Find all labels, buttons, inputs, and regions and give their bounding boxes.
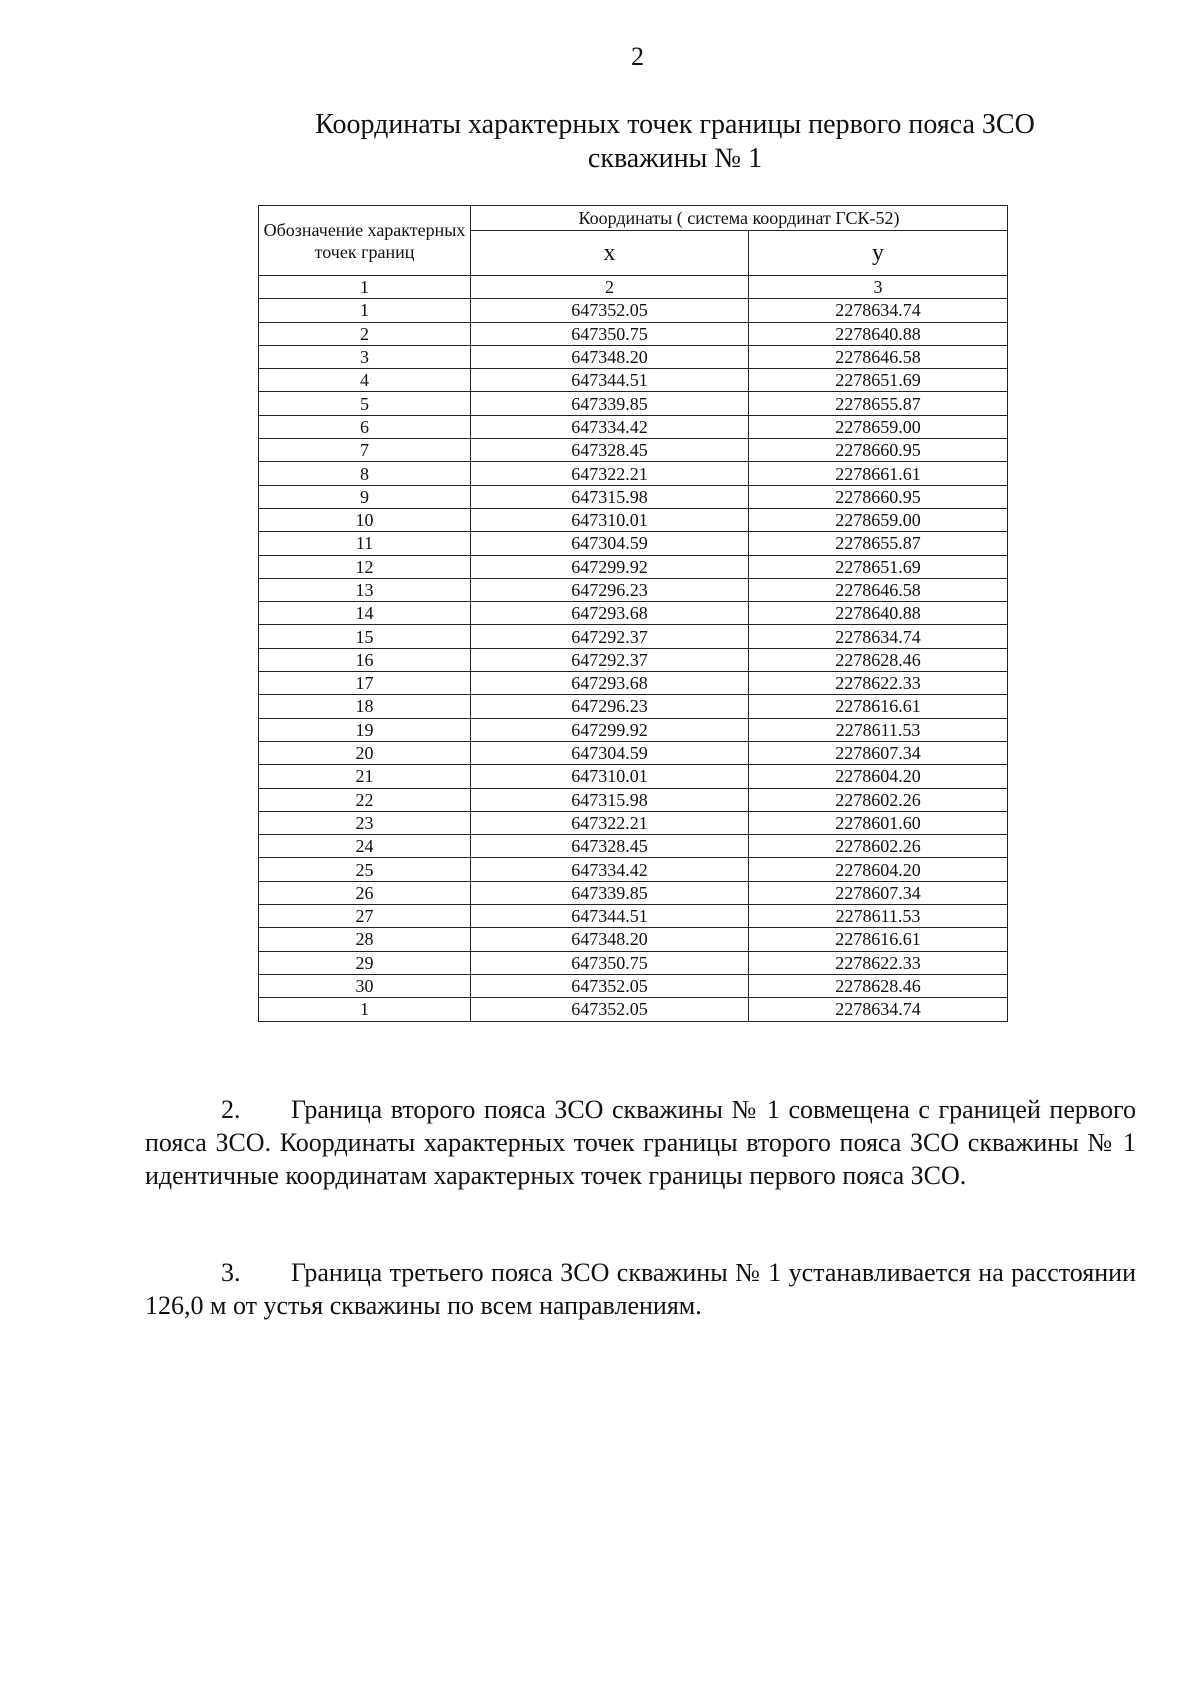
y-coordinate-cell: 2278602.26	[749, 835, 1008, 858]
table-row	[259, 602, 1008, 625]
point-number-cell: 12	[259, 555, 471, 578]
y-coordinate-cell: 2278655.87	[749, 532, 1008, 555]
x-coordinate-cell: 647304.59	[471, 532, 749, 555]
point-number-cell: 23	[259, 811, 471, 834]
x-coordinate-cell: 647292.37	[471, 625, 749, 648]
table-row	[259, 974, 1008, 997]
y-coordinate-cell: 2278640.88	[749, 602, 1008, 625]
y-coordinate-cell: 2278604.20	[749, 765, 1008, 788]
table-row	[259, 741, 1008, 764]
page-title	[280, 108, 1070, 176]
y-coordinate-cell: 2278628.46	[749, 974, 1008, 997]
x-coordinate-cell: 647352.05	[471, 998, 749, 1021]
title-line-1: Координаты характерных точек границы первого пояса ЗСО	[315, 109, 1035, 140]
point-number-cell: 4	[259, 369, 471, 392]
y-coordinate-cell: 2278611.53	[749, 905, 1008, 928]
x-coordinate-cell: 647315.98	[471, 485, 749, 508]
point-number-cell: 13	[259, 578, 471, 601]
table-row	[259, 555, 1008, 578]
table-row	[259, 928, 1008, 951]
x-coordinate-cell: 647348.20	[471, 345, 749, 368]
x-coordinate-cell: 647339.85	[471, 881, 749, 904]
point-number-cell: 27	[259, 905, 471, 928]
paragraph-2	[145, 1093, 1136, 1192]
header-coordinates: Координаты ( система координат ГСК-52)	[471, 206, 1008, 231]
point-number-cell: 19	[259, 718, 471, 741]
point-number-cell: 28	[259, 928, 471, 951]
x-coordinate-cell: 647296.23	[471, 578, 749, 601]
header-x: x	[471, 231, 749, 276]
x-coordinate-cell: 647310.01	[471, 508, 749, 531]
header-point-designation: Обозначение характерных точек границ	[259, 206, 471, 276]
table-row	[259, 835, 1008, 858]
column-number: 3	[749, 276, 1008, 299]
y-coordinate-cell: 2278651.69	[749, 555, 1008, 578]
table-row	[259, 532, 1008, 555]
point-number-cell: 25	[259, 858, 471, 881]
y-coordinate-cell: 2278622.33	[749, 951, 1008, 974]
point-number-cell: 6	[259, 415, 471, 438]
x-coordinate-cell: 647344.51	[471, 905, 749, 928]
y-coordinate-cell: 2278634.74	[749, 625, 1008, 648]
y-coordinate-cell: 2278616.61	[749, 928, 1008, 951]
point-number-cell: 20	[259, 741, 471, 764]
y-coordinate-cell: 2278659.00	[749, 508, 1008, 531]
x-coordinate-cell: 647328.45	[471, 439, 749, 462]
x-coordinate-cell: 647334.42	[471, 858, 749, 881]
point-number-cell: 10	[259, 508, 471, 531]
paragraph-3	[145, 1256, 1136, 1322]
table-row	[259, 345, 1008, 368]
point-number-cell: 11	[259, 532, 471, 555]
x-coordinate-cell: 647299.92	[471, 718, 749, 741]
point-number-cell: 15	[259, 625, 471, 648]
table-row	[259, 508, 1008, 531]
y-coordinate-cell: 2278661.61	[749, 462, 1008, 485]
y-coordinate-cell: 2278646.58	[749, 345, 1008, 368]
x-coordinate-cell: 647322.21	[471, 811, 749, 834]
x-coordinate-cell: 647304.59	[471, 741, 749, 764]
table-row	[259, 648, 1008, 671]
table-row	[259, 672, 1008, 695]
x-coordinate-cell: 647350.75	[471, 322, 749, 345]
table-row	[259, 788, 1008, 811]
y-coordinate-cell: 2278660.95	[749, 439, 1008, 462]
table-row	[259, 695, 1008, 718]
x-coordinate-cell: 647334.42	[471, 415, 749, 438]
x-coordinate-cell: 647299.92	[471, 555, 749, 578]
table-row	[259, 858, 1008, 881]
page-number: 2	[631, 42, 644, 71]
table-row	[259, 485, 1008, 508]
table-row	[259, 951, 1008, 974]
point-number-cell: 29	[259, 951, 471, 974]
table-row	[259, 369, 1008, 392]
y-coordinate-cell: 2278659.00	[749, 415, 1008, 438]
coordinates-table	[258, 205, 1008, 1022]
x-coordinate-cell: 647350.75	[471, 951, 749, 974]
paragraph-text: Граница второго пояса ЗСО скважины № 1 совмещена с границей первого пояса ЗСО. Координаты характерных точек границы второго пояса ЗСО скважины № 1 идентичные координатам характерных точек границы первого пояса ЗСО.	[145, 1095, 1136, 1190]
paragraph-number: 2.	[221, 1095, 241, 1124]
point-number-cell: 2	[259, 322, 471, 345]
x-coordinate-cell: 647310.01	[471, 765, 749, 788]
point-number-cell: 21	[259, 765, 471, 788]
table-row	[259, 718, 1008, 741]
table-row	[259, 439, 1008, 462]
y-coordinate-cell: 2278634.74	[749, 299, 1008, 322]
point-number-cell: 7	[259, 439, 471, 462]
point-number-cell: 30	[259, 974, 471, 997]
y-coordinate-cell: 2278601.60	[749, 811, 1008, 834]
x-coordinate-cell: 647348.20	[471, 928, 749, 951]
point-number-cell: 1	[259, 299, 471, 322]
y-coordinate-cell: 2278655.87	[749, 392, 1008, 415]
coordinates-table-body	[259, 299, 1008, 1021]
x-coordinate-cell: 647322.21	[471, 462, 749, 485]
x-coordinate-cell: 647292.37	[471, 648, 749, 671]
point-number-cell: 8	[259, 462, 471, 485]
y-coordinate-cell: 2278651.69	[749, 369, 1008, 392]
y-coordinate-cell: 2278646.58	[749, 578, 1008, 601]
y-coordinate-cell: 2278660.95	[749, 485, 1008, 508]
y-coordinate-cell: 2278607.34	[749, 741, 1008, 764]
table-row	[259, 415, 1008, 438]
x-coordinate-cell: 647293.68	[471, 672, 749, 695]
y-coordinate-cell: 2278607.34	[749, 881, 1008, 904]
table-row	[259, 811, 1008, 834]
point-number-cell: 3	[259, 345, 471, 368]
y-coordinate-cell: 2278640.88	[749, 322, 1008, 345]
point-number-cell: 9	[259, 485, 471, 508]
x-coordinate-cell: 647296.23	[471, 695, 749, 718]
table-row	[259, 625, 1008, 648]
table-row	[259, 881, 1008, 904]
table-row	[259, 765, 1008, 788]
table-row	[259, 299, 1008, 322]
x-coordinate-cell: 647352.05	[471, 299, 749, 322]
table-row	[259, 392, 1008, 415]
point-number-cell: 18	[259, 695, 471, 718]
y-coordinate-cell: 2278628.46	[749, 648, 1008, 671]
y-coordinate-cell: 2278604.20	[749, 858, 1008, 881]
point-number-cell: 26	[259, 881, 471, 904]
point-number-cell: 5	[259, 392, 471, 415]
paragraph-number: 3.	[221, 1258, 241, 1287]
table-row	[259, 905, 1008, 928]
point-number-cell: 17	[259, 672, 471, 695]
y-coordinate-cell: 2278622.33	[749, 672, 1008, 695]
point-number-cell: 16	[259, 648, 471, 671]
point-number-cell: 24	[259, 835, 471, 858]
table-row	[259, 998, 1008, 1021]
column-number: 2	[471, 276, 749, 299]
point-number-cell: 22	[259, 788, 471, 811]
y-coordinate-cell: 2278616.61	[749, 695, 1008, 718]
column-number-row	[259, 276, 1008, 299]
x-coordinate-cell: 647352.05	[471, 974, 749, 997]
x-coordinate-cell: 647328.45	[471, 835, 749, 858]
y-coordinate-cell: 2278602.26	[749, 788, 1008, 811]
table-row	[259, 322, 1008, 345]
x-coordinate-cell: 647344.51	[471, 369, 749, 392]
y-coordinate-cell: 2278634.74	[749, 998, 1008, 1021]
x-coordinate-cell: 647293.68	[471, 602, 749, 625]
point-number-cell: 14	[259, 602, 471, 625]
point-number-cell: 1	[259, 998, 471, 1021]
header-y: y	[749, 231, 1008, 276]
paragraph-text: Граница третьего пояса ЗСО скважины № 1 устанавливается на расстоянии 126,0 м от устья скважины по всем направлениям.	[145, 1258, 1136, 1320]
table-row	[259, 462, 1008, 485]
table-row	[259, 578, 1008, 601]
title-line-2: скважины № 1	[587, 143, 763, 174]
y-coordinate-cell: 2278611.53	[749, 718, 1008, 741]
x-coordinate-cell: 647315.98	[471, 788, 749, 811]
column-number: 1	[259, 276, 471, 299]
x-coordinate-cell: 647339.85	[471, 392, 749, 415]
